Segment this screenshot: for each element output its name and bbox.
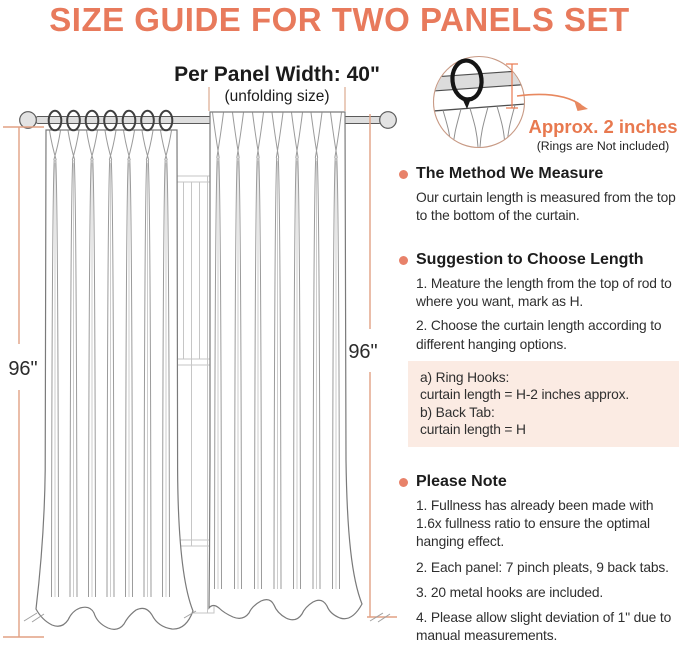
panel-width-label: Per Panel Width: 40" bbox=[174, 63, 380, 86]
rod-finial-right bbox=[380, 112, 397, 129]
length-formula-box bbox=[408, 361, 679, 447]
rod-finial-left bbox=[20, 112, 37, 129]
ring-note bbox=[521, 116, 679, 154]
section-paragraph: 2. Each panel: 7 pinch pleats, 9 back tabs. bbox=[416, 559, 669, 575]
section-heading: Please Note bbox=[416, 473, 507, 490]
right-length-label: 96" bbox=[348, 341, 378, 363]
section-choose-length bbox=[398, 250, 679, 447]
section-paragraph: 1. Fullness has already been made with 1.6x fullness ratio to ensure the optimal hanging effect. bbox=[416, 498, 654, 550]
right-curtain-panel bbox=[209, 112, 362, 620]
section-paragraph: 3. 20 metal hooks are included. bbox=[416, 584, 604, 600]
left-length-label: 96" bbox=[8, 358, 38, 380]
bullet-dot bbox=[399, 256, 408, 265]
left-curtain-panel bbox=[36, 111, 193, 630]
section-paragraph: 2. Choose the curtain length according to different hanging options. bbox=[416, 318, 662, 352]
ring-note-title: Approx. 2 inches bbox=[528, 116, 678, 137]
section-heading: The Method We Measure bbox=[416, 165, 604, 182]
section-paragraph: Our curtain length is measured from the top to the bottom of the curtain. bbox=[416, 190, 676, 224]
ring-note-subtitle: (Rings are Not included) bbox=[536, 139, 670, 153]
formula-line: curtain length = H bbox=[420, 422, 526, 438]
formula-line: curtain length = H-2 inches approx. bbox=[420, 387, 630, 403]
section-heading: Suggestion to Choose Length bbox=[416, 251, 644, 268]
section-paragraph: 4. Please allow slight deviation of 1" due to manual measurements. bbox=[416, 610, 672, 644]
section-method-we-measure bbox=[398, 164, 679, 231]
formula-line: b) Back Tab: bbox=[420, 404, 495, 420]
pointer-arrow bbox=[517, 94, 581, 105]
section-please-note bbox=[398, 472, 679, 652]
page-title: SIZE GUIDE FOR TWO PANELS SET bbox=[49, 1, 630, 38]
section-paragraph: 1. Meature the length from the top of rod to where you want, mark as H. bbox=[416, 276, 672, 310]
bullet-dot bbox=[399, 478, 408, 487]
formula-line: a) Ring Hooks: bbox=[420, 369, 510, 385]
panel-width-sublabel: (unfolding size) bbox=[224, 88, 330, 105]
bullet-dot bbox=[399, 170, 408, 179]
